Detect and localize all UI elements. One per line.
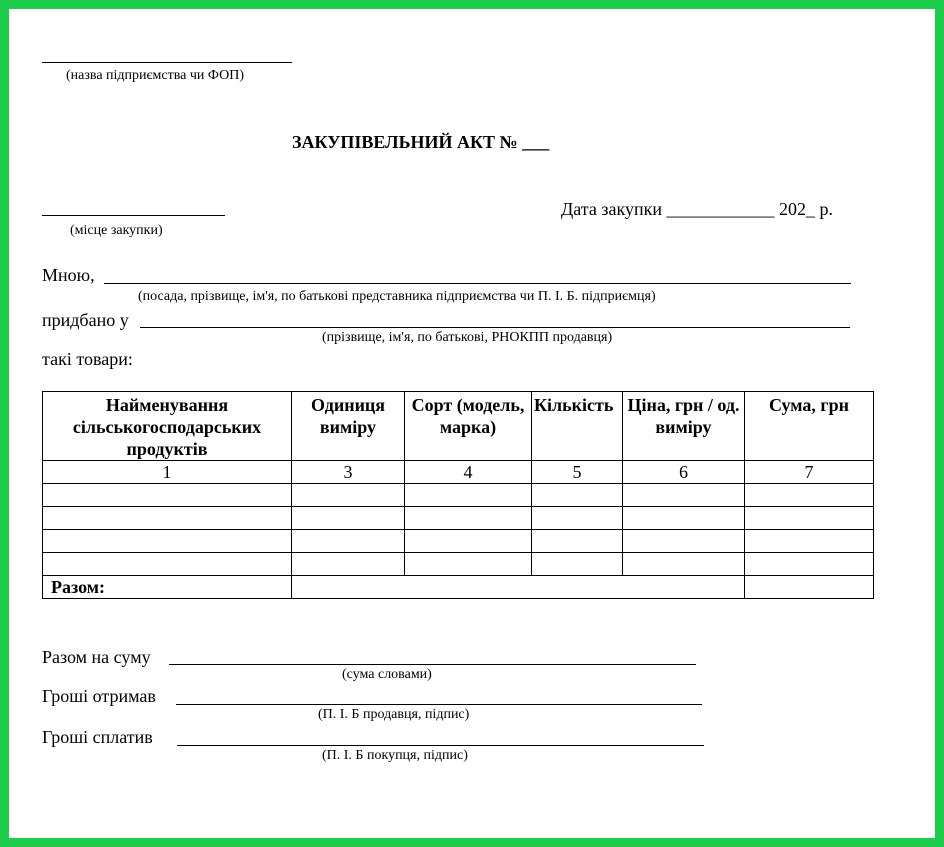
header-sum: Сума, грн xyxy=(745,392,874,461)
column-number-row xyxy=(43,461,874,484)
goods-table xyxy=(42,391,874,599)
money-paid-caption: (П. І. Б покупця, підпис) xyxy=(322,748,468,763)
total-sum-cell[interactable] xyxy=(745,576,874,599)
table-cell[interactable] xyxy=(405,553,532,576)
enterprise-caption: (назва підприємства чи ФОП) xyxy=(66,68,245,83)
column-number: 1 xyxy=(43,461,292,484)
money-paid-label: Гроші сплатив xyxy=(42,727,153,747)
table-cell[interactable] xyxy=(745,484,874,507)
table-cell[interactable] xyxy=(405,507,532,530)
total-label: Разом: xyxy=(43,576,292,599)
money-paid-line[interactable] xyxy=(177,745,704,746)
header-quantity: Кількість xyxy=(532,392,623,461)
table-row xyxy=(43,484,874,507)
money-received-label: Гроші отримав xyxy=(42,686,156,706)
header-price: Ціна, грн / од. виміру xyxy=(623,392,745,461)
document-title: ЗАКУПІВЕЛЬНИЙ АКТ № ___ xyxy=(292,132,550,152)
table-cell[interactable] xyxy=(745,553,874,576)
table-cell[interactable] xyxy=(532,553,623,576)
total-sum-line[interactable] xyxy=(169,664,696,665)
column-number: 3 xyxy=(292,461,405,484)
money-received-line[interactable] xyxy=(176,704,702,705)
column-number: 5 xyxy=(532,461,623,484)
table-cell[interactable] xyxy=(532,484,623,507)
table-header-row xyxy=(43,392,874,461)
table-cell[interactable] xyxy=(43,507,292,530)
table-cell[interactable] xyxy=(292,484,405,507)
by-me-label: Мною, xyxy=(42,265,95,285)
representative-line[interactable] xyxy=(104,283,851,284)
table-cell[interactable] xyxy=(532,507,623,530)
place-caption: (місце закупки) xyxy=(70,223,163,238)
seller-caption: (прізвище, ім'я, по батькові, РНОКПП продавця) xyxy=(322,330,613,345)
header-unit: Одиниця виміру xyxy=(292,392,405,461)
seller-line[interactable] xyxy=(140,327,850,328)
column-number: 6 xyxy=(623,461,745,484)
column-number: 7 xyxy=(745,461,874,484)
table-cell[interactable] xyxy=(43,553,292,576)
table-cell[interactable] xyxy=(623,553,745,576)
table-cell[interactable] xyxy=(292,530,405,553)
place-line[interactable] xyxy=(42,215,225,216)
purchase-date-label: Дата закупки ____________ 202_ р. xyxy=(561,199,833,219)
table-cell[interactable] xyxy=(43,530,292,553)
table-cell[interactable] xyxy=(623,484,745,507)
table-cell[interactable] xyxy=(745,530,874,553)
total-sum-caption: (сума словами) xyxy=(342,667,432,682)
header-product-name: Найменування сільськогосподарських продуктів xyxy=(43,392,292,461)
table-cell[interactable] xyxy=(745,507,874,530)
table-cell[interactable] xyxy=(292,553,405,576)
table-cell[interactable] xyxy=(292,507,405,530)
table-cell[interactable] xyxy=(623,530,745,553)
table-cell[interactable] xyxy=(405,484,532,507)
goods-label: такі товари: xyxy=(42,349,133,369)
table-cell[interactable] xyxy=(623,507,745,530)
total-sum-label: Разом на суму xyxy=(42,647,151,667)
representative-caption: (посада, прізвище, ім'я, по батькові представника підприємства чи П. І. Б. підприємця) xyxy=(138,289,656,304)
table-cell[interactable] xyxy=(405,530,532,553)
header-grade: Сорт (модель, марка) xyxy=(405,392,532,461)
table-row xyxy=(43,507,874,530)
money-received-caption: (П. І. Б продавця, підпис) xyxy=(318,707,470,722)
column-number: 4 xyxy=(405,461,532,484)
table-row xyxy=(43,530,874,553)
table-cell[interactable] xyxy=(43,484,292,507)
total-merged-cell[interactable] xyxy=(292,576,745,599)
total-row xyxy=(43,576,874,599)
table-cell[interactable] xyxy=(532,530,623,553)
enterprise-name-line[interactable] xyxy=(42,62,292,63)
table-row xyxy=(43,553,874,576)
bought-from-label: придбано у xyxy=(42,310,129,330)
